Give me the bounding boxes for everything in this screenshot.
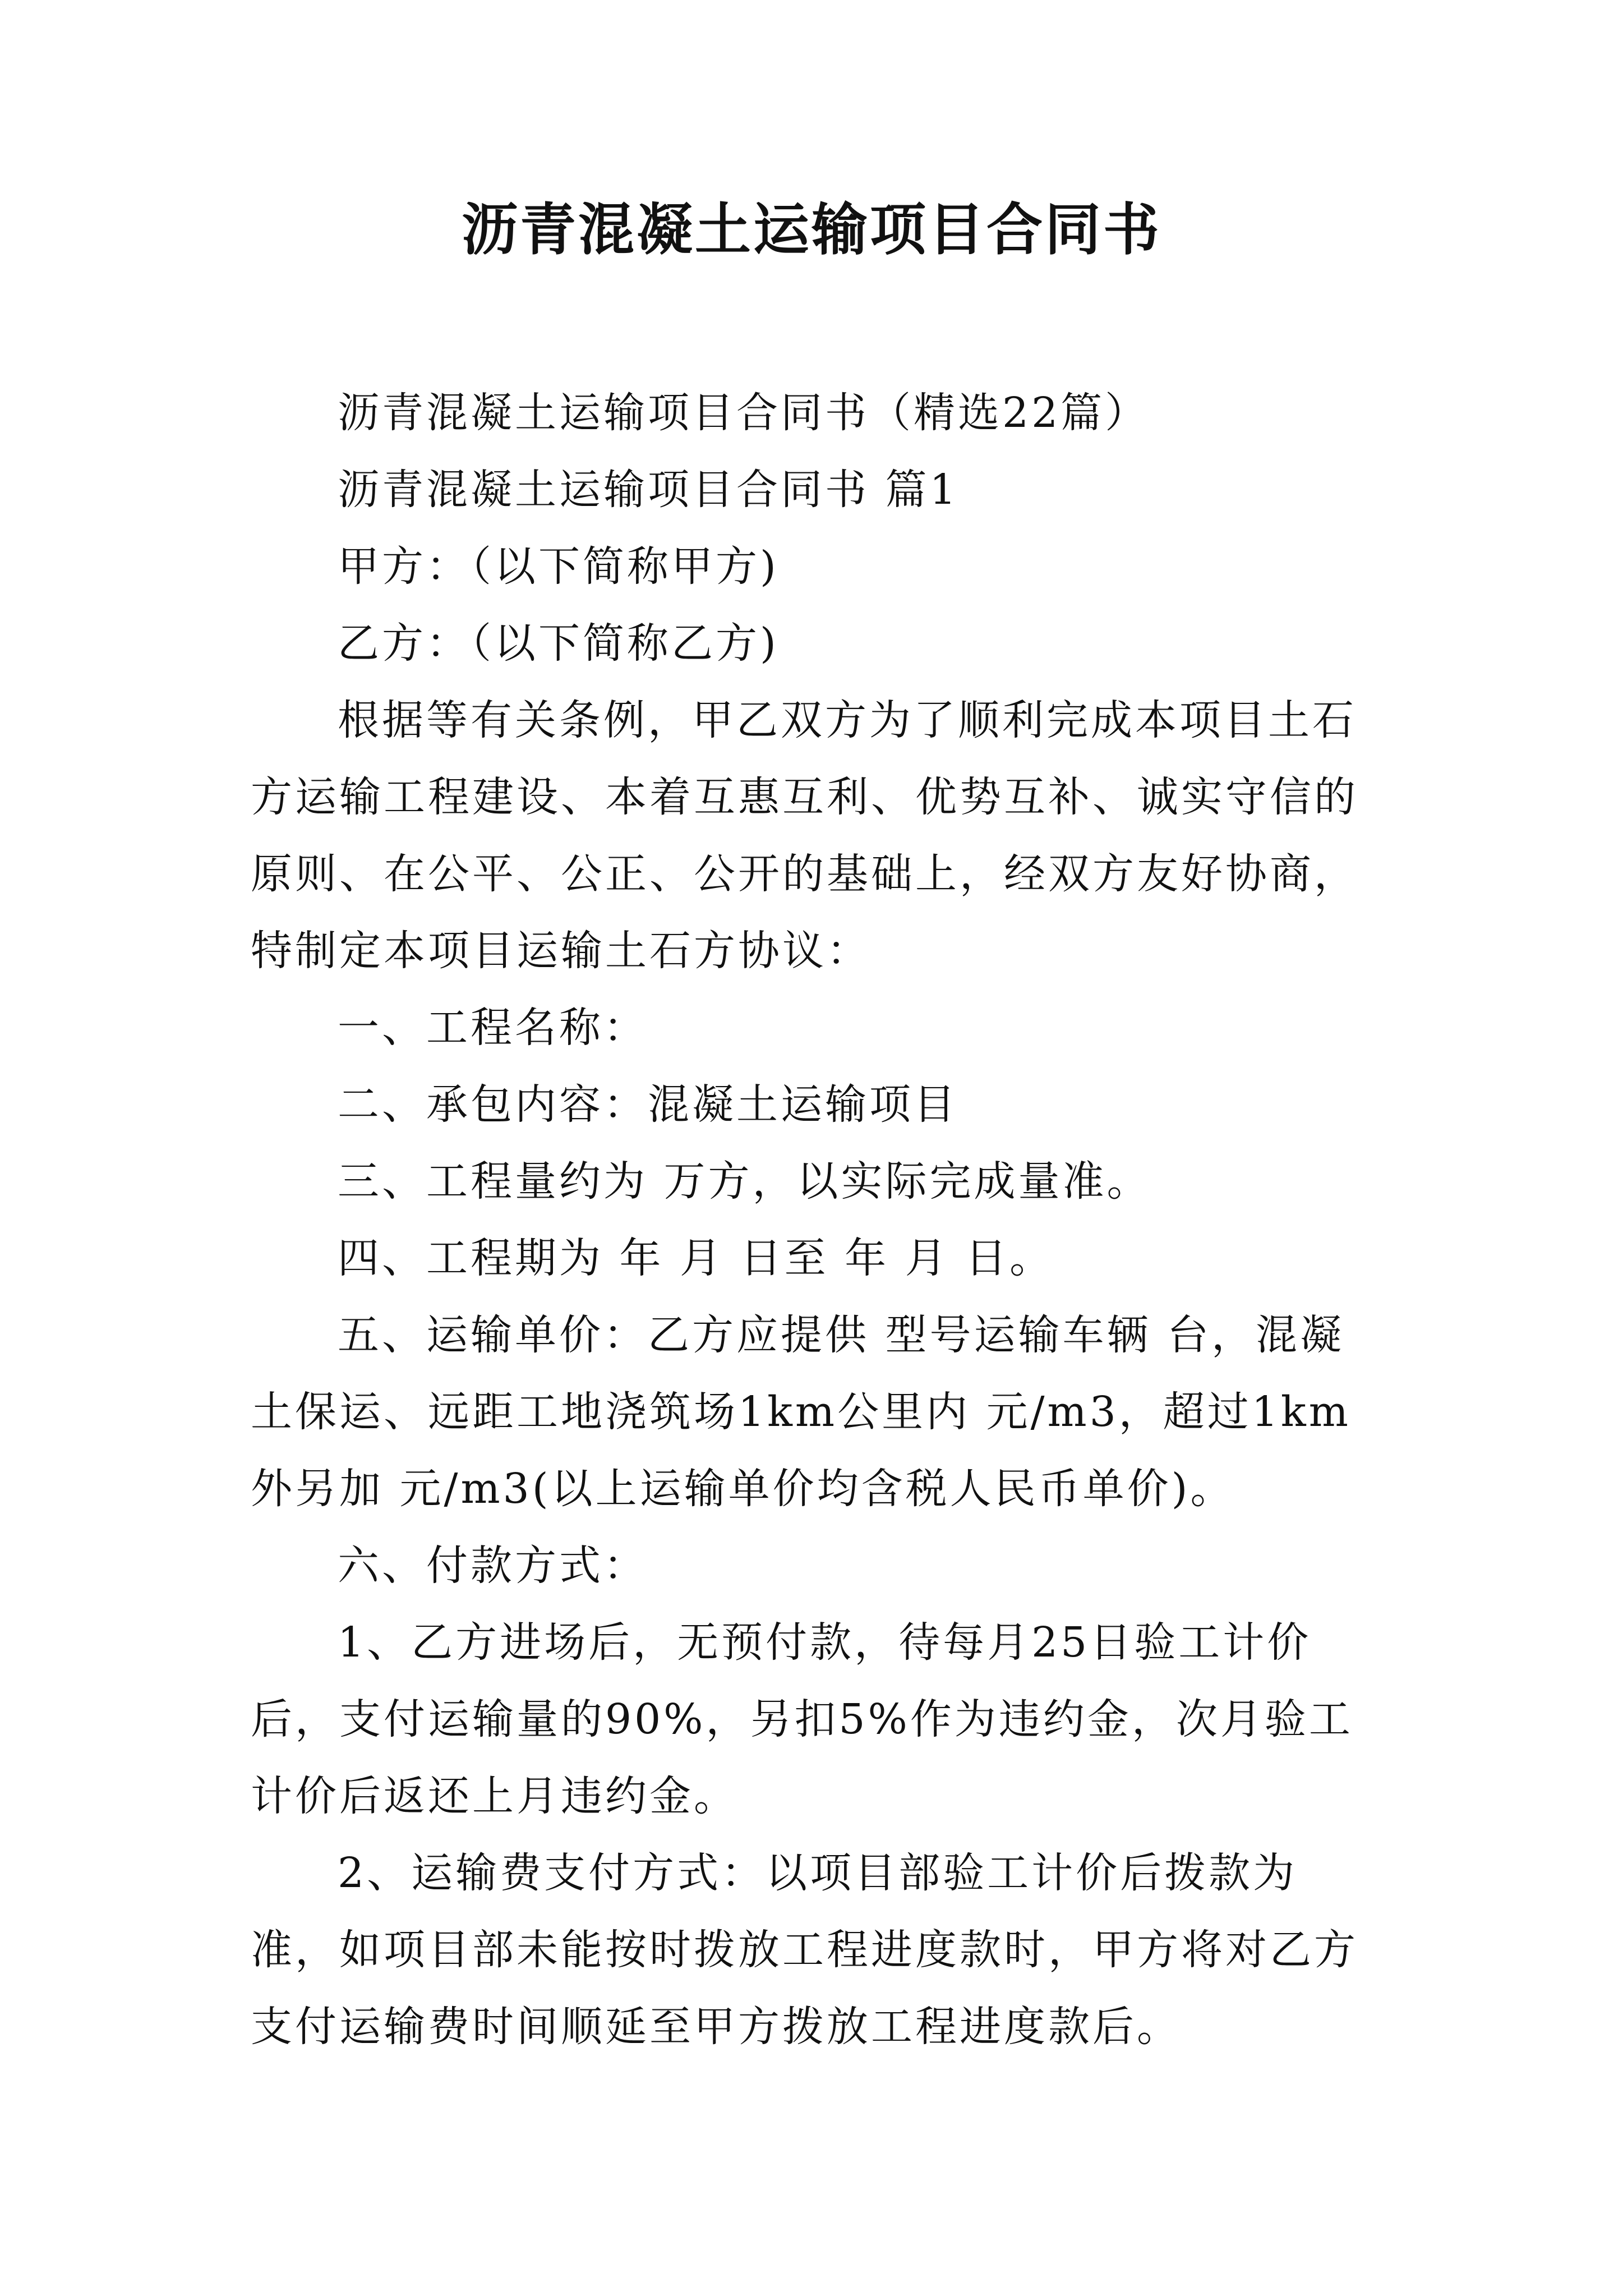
clause-quantity: 三、工程量约为 万方，以实际完成量准。	[338, 1157, 1151, 1205]
subtitle-paragraph: 沥青混凝土运输项目合同书（精选22篇）	[338, 389, 1150, 437]
clause-period: 四、工程期为 年 月 日至 年 月 日。	[338, 1234, 1054, 1282]
clause-payment-heading: 六、付款方式：	[338, 1542, 648, 1590]
payment-item-2: 2、运输费支付方式：以项目部验工计价后拨款为准，如项目部未能按时拨放工程进度款时，甲方将对乙方支付运输费时间顺延至甲方拨放工程进度款后。	[251, 1849, 1358, 2051]
preamble-paragraph: 根据等有关条例，甲乙双方为了顺利完成本项目土石方运输工程建设、本着互惠互利、优势互补、诚实守信的原则、在公平、公正、公开的基础上，经双方友好协商，特制定本项目运输土石方协议：	[251, 696, 1358, 975]
payment-item-1: 1、乙方进场后，无预付款，待每月25日验工计价后，支付运输量的90%，另扣5%作为违约金，次月验工计价后返还上月违约金。	[251, 1618, 1353, 1820]
section-heading: 沥青混凝土运输项目合同书 篇1	[338, 466, 959, 514]
clause-scope: 二、承包内容：混凝土运输项目	[338, 1080, 958, 1129]
party-b-line: 乙方：（以下简称乙方)	[338, 619, 779, 668]
document-title: 沥青混凝土运输项目合同书	[462, 197, 1161, 263]
clause-project-name: 一、工程名称：	[338, 1004, 648, 1052]
party-a-line: 甲方：（以下简称甲方)	[338, 542, 779, 591]
document-body	[251, 375, 1384, 2065]
clause-unit-price: 五、运输单价：乙方应提供 型号运输车辆 台，混凝土保运、远距工地浇筑场1km公里内 元/m3，超过1km外另加 元/m3(以上运输单价均含税人民币单价)。	[251, 1311, 1351, 1513]
